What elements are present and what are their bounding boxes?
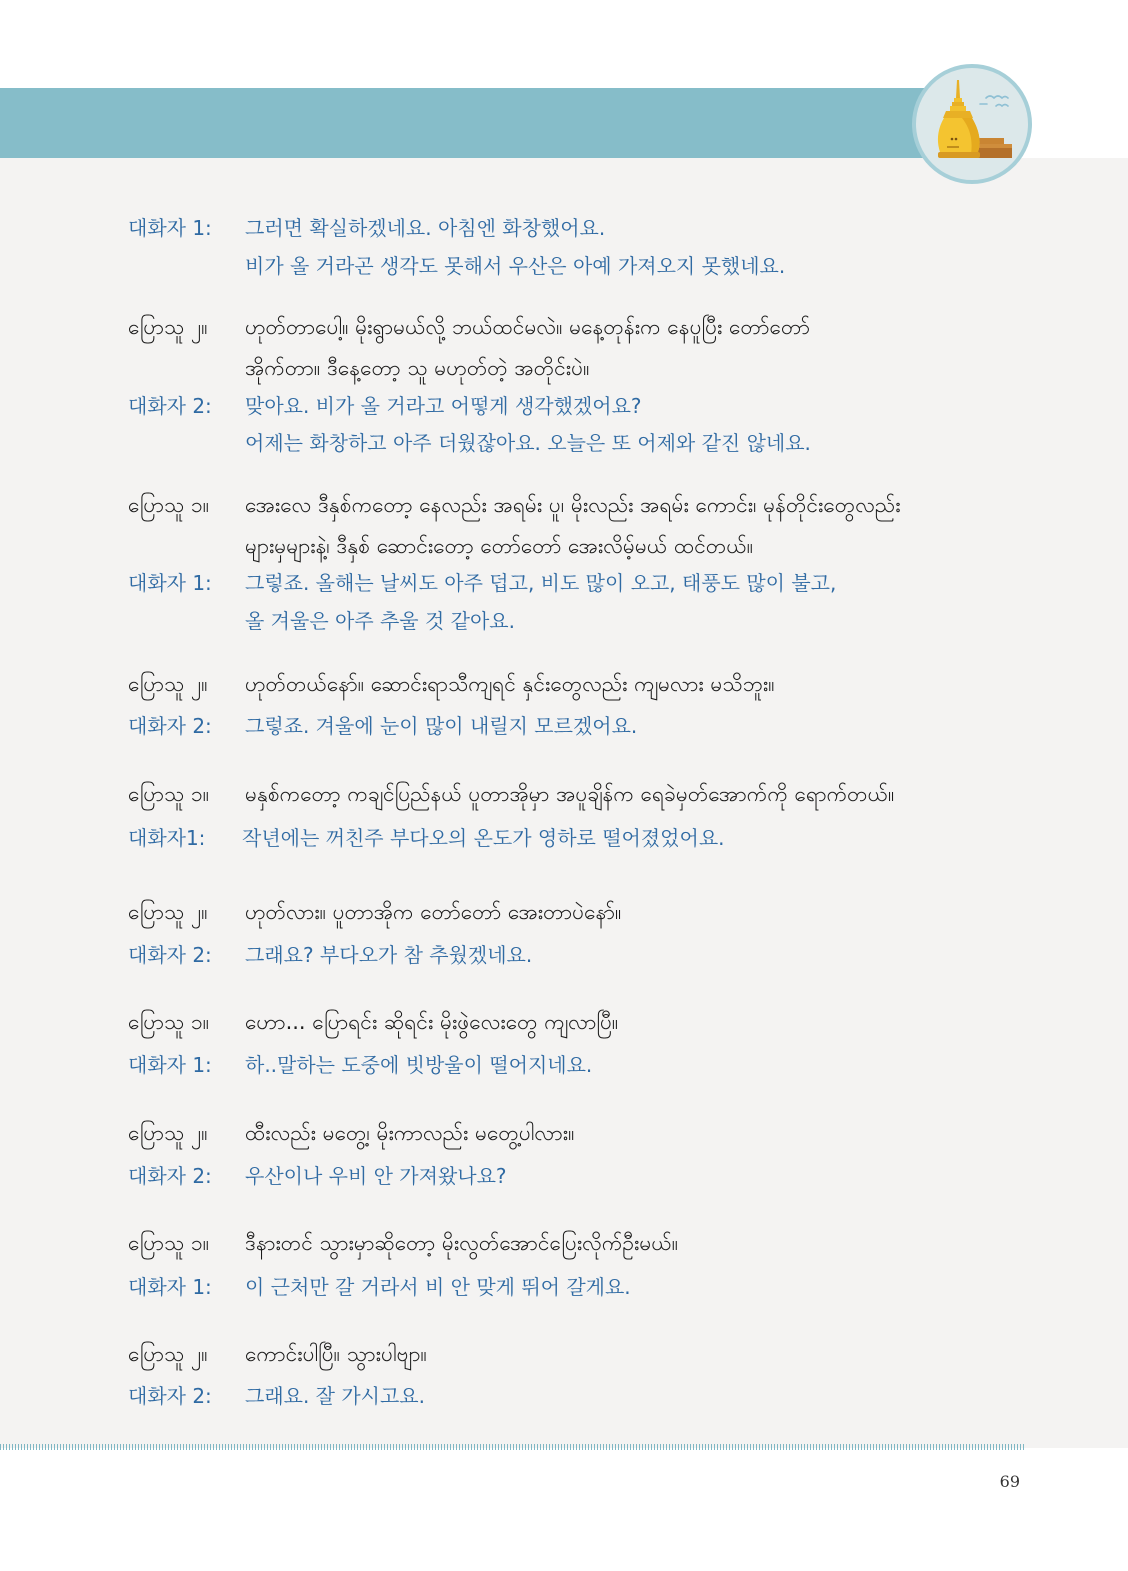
dialogue-text: ကောင်းပါပြီ။ သွားပါဗျာ။ bbox=[245, 1342, 427, 1366]
dialogue-text: 그러면 확실하겠네요. 아침엔 화창했어요. bbox=[245, 216, 606, 240]
speaker-label: ပြောသူ ၁။ bbox=[128, 1010, 210, 1034]
dialogue-line bbox=[128, 1045, 1108, 1085]
dialogue-line bbox=[128, 348, 1108, 388]
dialogue-line bbox=[128, 706, 1108, 746]
dialogue-line bbox=[128, 1156, 1108, 1196]
speaker-label: 대화자 1: bbox=[128, 216, 212, 240]
dialogue-text: 어제는 화창하고 아주 더웠잖아요. 오늘은 또 어제와 같진 않네요. bbox=[245, 431, 811, 455]
dialogue-line bbox=[128, 246, 1108, 286]
page-number: 69 bbox=[999, 1472, 1020, 1491]
dialogue-line bbox=[128, 664, 1108, 704]
speaker-label: ပြောသူ ၁။ bbox=[128, 493, 210, 517]
dialogue-line bbox=[128, 423, 1108, 463]
dialogue-text: 그렇죠. 겨울에 눈이 많이 내릴지 모르겠어요. bbox=[245, 714, 638, 738]
speaker-label: ပြောသူ ၁။ bbox=[128, 782, 210, 806]
speaker-label: 대화자 1: bbox=[128, 1053, 212, 1077]
dialogue-line bbox=[128, 526, 1108, 566]
dialogue-line bbox=[128, 386, 1108, 426]
dialogue-text: ဟုတ်လား။ ပူတာအိုက တော်တော် အေးတာပဲနော်။ bbox=[245, 900, 622, 924]
speaker-label: ပြောသူ ၂။ bbox=[128, 672, 208, 696]
dialogue-text: 우산이나 우비 안 가져왔나요? bbox=[245, 1164, 507, 1188]
dialogue-text: ဟုတ်တယ်နော်။ ဆောင်းရာသီကျရင် နှင်းတွေလည်း ကျမလား မသိဘူး။ bbox=[245, 672, 775, 696]
dialogue-line bbox=[128, 935, 1108, 975]
dialogue-line bbox=[128, 485, 1108, 525]
speaker-label: ပြောသူ ၂။ bbox=[128, 1342, 208, 1366]
cloud-icon bbox=[980, 96, 1008, 106]
dialogue-text: 하..말하는 도중에 빗방울이 떨어지네요. bbox=[245, 1053, 593, 1077]
speaker-label: 대화자 2: bbox=[128, 1384, 212, 1408]
dialogue-text: 작년에는 꺼친주 부다오의 온도가 영하로 떨어졌었어요. bbox=[242, 826, 725, 850]
speaker-label: 대화자 2: bbox=[128, 394, 212, 418]
dialogue-text: ဟုတ်တာပေါ့။ မိုးရွာမယ်လို့ ဘယ်ထင်မလဲ။ မနေ့တုန်းက နေပူပြီး တော်တော် bbox=[245, 315, 811, 339]
dialogue-line bbox=[128, 1223, 1108, 1263]
pagoda-icon bbox=[916, 68, 1028, 180]
dialogue-text: 올 겨울은 아주 추울 것 같아요. bbox=[245, 609, 515, 633]
dialogue-line bbox=[128, 892, 1108, 932]
speaker-label: 대화자 1: bbox=[128, 1275, 212, 1299]
dialogue-line bbox=[128, 818, 1108, 858]
speaker-label: 대화자1: bbox=[128, 826, 206, 850]
dialogue-line bbox=[128, 1002, 1108, 1042]
speaker-label: 대화자 2: bbox=[128, 943, 212, 967]
dialogue-line bbox=[128, 1267, 1108, 1307]
dialogue-line bbox=[128, 208, 1108, 248]
dialogue-line bbox=[128, 774, 1108, 814]
dialogue-text: ထီးလည်း မတွေ့၊ မိုးကာလည်း မတွေ့ပါလား။ bbox=[245, 1121, 575, 1145]
dialogue-text: 비가 올 거라곤 생각도 못해서 우산은 아예 가져오지 못했네요. bbox=[245, 254, 786, 278]
speaker-label: ပြောသူ ၂။ bbox=[128, 315, 208, 339]
speaker-label: ပြောသူ ၂။ bbox=[128, 900, 208, 924]
chapter-badge bbox=[912, 64, 1032, 184]
speaker-label: 대화자 2: bbox=[128, 714, 212, 738]
dialogue-line bbox=[128, 1376, 1108, 1416]
dialogue-text: အိုက်တာ။ ဒီနေ့တော့ သူ မဟုတ်တဲ့ အတိုင်းပဲ။ bbox=[245, 356, 590, 380]
dialogue-text: 그래요? 부다오가 참 추웠겠네요. bbox=[245, 943, 533, 967]
dialogue-line bbox=[128, 1334, 1108, 1374]
speaker-label: ပြောသူ ၁။ bbox=[128, 1231, 210, 1255]
speaker-label: ပြောသူ ၂။ bbox=[128, 1121, 208, 1145]
dialogue-line bbox=[128, 307, 1108, 347]
dialogue-text: 그래요. 잘 가시고요. bbox=[245, 1384, 425, 1408]
dialogue-text: များမှများနဲ့၊ ဒီနှစ် ဆောင်းတော့ တော်တော် အေးလိမ့်မယ် ထင်တယ်။ bbox=[245, 534, 754, 558]
dialogue-line bbox=[128, 1113, 1108, 1153]
dialogue-line bbox=[128, 563, 1108, 603]
dialogue-text: မနှစ်ကတော့ ကချင်ပြည်နယ် ပူတာအိုမှာ အပူချိန်က ရေခဲမှတ်အောက်ကို ရောက်တယ်။ bbox=[245, 782, 895, 806]
dialogue-text: 맞아요. 비가 올 거라고 어떻게 생각했겠어요? bbox=[245, 394, 642, 418]
dialogue-text: 이 근처만 갈 거라서 비 안 맞게 뛰어 갈게요. bbox=[245, 1275, 631, 1299]
dialogue-text: ဒီနားတင် သွားမှာဆိုတော့ မိုးလွတ်အောင်ပြေးလိုက်ဦးမယ်။ bbox=[245, 1231, 679, 1255]
dialogue-text: 그렇죠. 올해는 날씨도 아주 덥고, 비도 많이 오고, 태풍도 많이 불고, bbox=[245, 571, 837, 595]
dialogue-line bbox=[128, 601, 1108, 641]
dialogue-text: အေးလေ ဒီနှစ်ကတော့ နေလည်း အရမ်း ပူ၊ မိုးလည်း အရမ်း ကောင်း၊ မုန်တိုင်းတွေလည်း bbox=[245, 493, 901, 517]
dotted-divider bbox=[0, 1444, 1026, 1450]
speaker-label: 대화자 1: bbox=[128, 571, 212, 595]
header-band bbox=[0, 88, 1000, 158]
dialogue-text: ဟော... ပြောရင်း ဆိုရင်း မိုးဖွဲလေးတွေ ကျလာပြီ။ bbox=[245, 1010, 619, 1034]
speaker-label: 대화자 2: bbox=[128, 1164, 212, 1188]
